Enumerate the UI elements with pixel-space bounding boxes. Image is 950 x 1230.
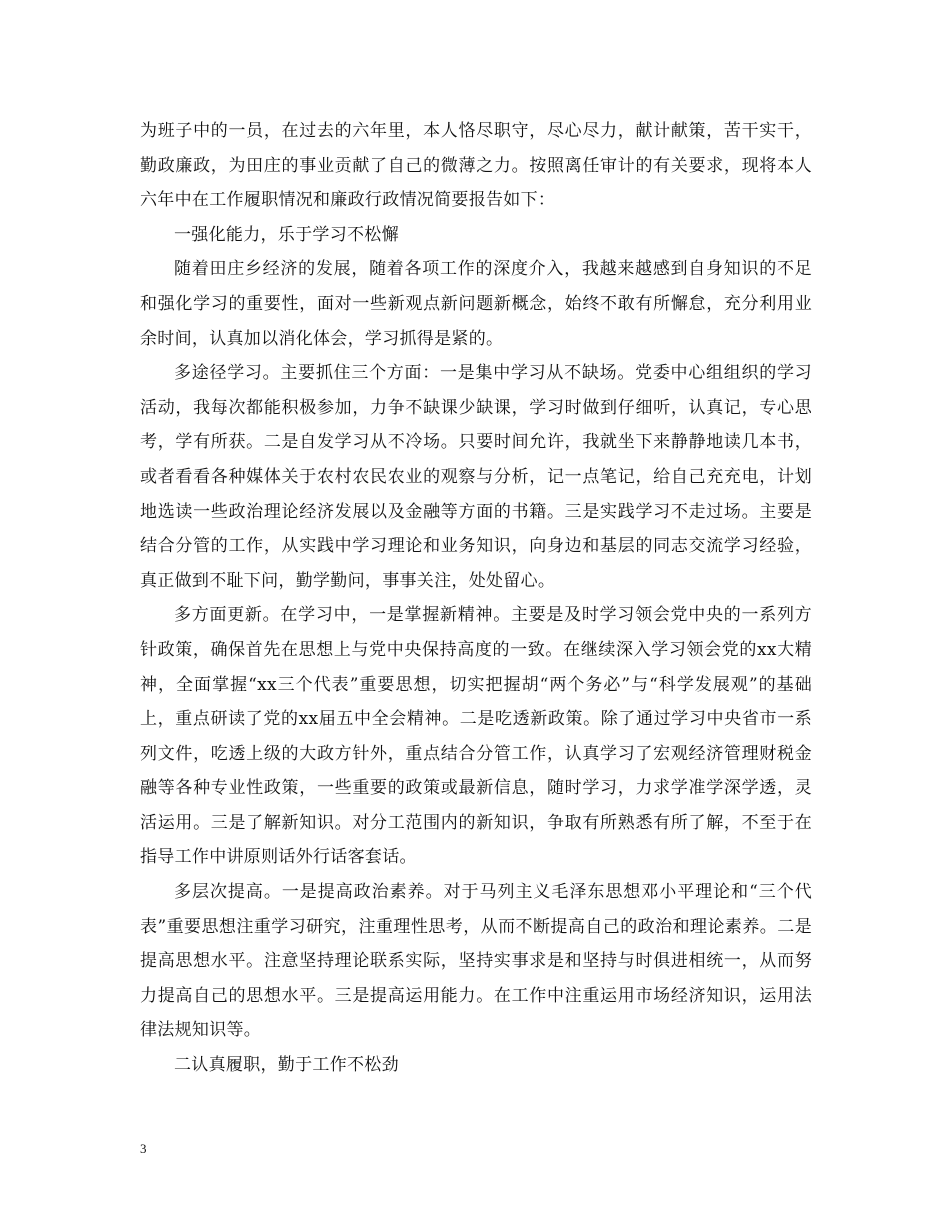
page-number: 3 — [140, 1141, 147, 1156]
paragraph-multi-channel-study: 多途径学习。主要抓住三个方面：一是集中学习从不缺场。党委中心组组织的学习活动，我每次都能积极参加，力争不缺课少缺课，学习时做到仔细听，认真记，专心思考，学有所获。二是自发学习从不冷场。只要时间允许，我就坐下来静静地读几本书，或者看看各种媒体关于农村农民农业的观察与分析，记一点笔记，给自己充充电，计划地选读一些政治理论经济发展以及金融等方面的书籍。三是实践学习不走过场。主要是结合分管的工作，从实践中学习理论和业务知识，向身边和基层的同志交流学习经验，真正做到不耻下问，勤学勤问，事事关注，处处留心。 — [140, 363, 812, 591]
paragraph-study-importance: 随着田庄乡经济的发展，随着各项工作的深度介入，我越来越感到自身知识的不足和强化学习的重要性，面对一些新观点新问题新概念，始终不敢有所懈怠，充分利用业余时间，认真加以消化体会，学习抓得是紧的。 — [140, 259, 812, 349]
paragraph-intro: 为班子中的一员，在过去的六年里，本人恪尽职守，尽心尽力，献计献策，苦干实干，勤政廉政，为田庄的事业贡献了自己的微薄之力。按照离任审计的有关要求，现将本人六年中在工作履职情况和廉政行政情况简要报告如下： — [140, 121, 812, 211]
paragraph-multi-aspect-update: 多方面更新。在学习中，一是掌握新精神。主要是及时学习领会党中央的一系列方针政策，确保首先在思想上与党中央保持高度的一致。在继续深入学习领会党的xx大精神，全面掌握“xx三个代表”重要思想，切实把握胡“两个务必”与“科学发展观”的基础上，重点研读了党的xx届五中全会精神。二是吃透新政策。除了通过学习中央省市一系列文件，吃透上级的大政方针外，重点结合分管工作，认真学习了宏观经济管理财税金融等各种专业性政策，一些重要的政策或最新信息，随时学习，力求学准学深学透，灵活运用。三是了解新知识。对分工范围内的新知识，争取有所熟悉有所了解，不至于在指导工作中讲原则话外行话客套话。 — [140, 605, 812, 868]
paragraph-multi-level-improve: 多层次提高。一是提高政治素养。对于马列主义毛泽东思想邓小平理论和“三个代表”重要思想注重学习研究，注重理性思考，从而不断提高自己的政治和理论素养。二是提高思想水平。注意坚持理论联系实际，坚持实事求是和坚持与时俱进相统一，从而努力提高自己的思想水平。三是提高运用能力。在工作中注重运用市场经济知识，运用法律法规知识等。 — [140, 882, 812, 1041]
section-heading-1: 一强化能力，乐于学习不松懈 — [174, 224, 399, 245]
body-text — [140, 114, 812, 1083]
section-heading-2: 二认真履职，勤于工作不松劲 — [174, 1055, 399, 1076]
